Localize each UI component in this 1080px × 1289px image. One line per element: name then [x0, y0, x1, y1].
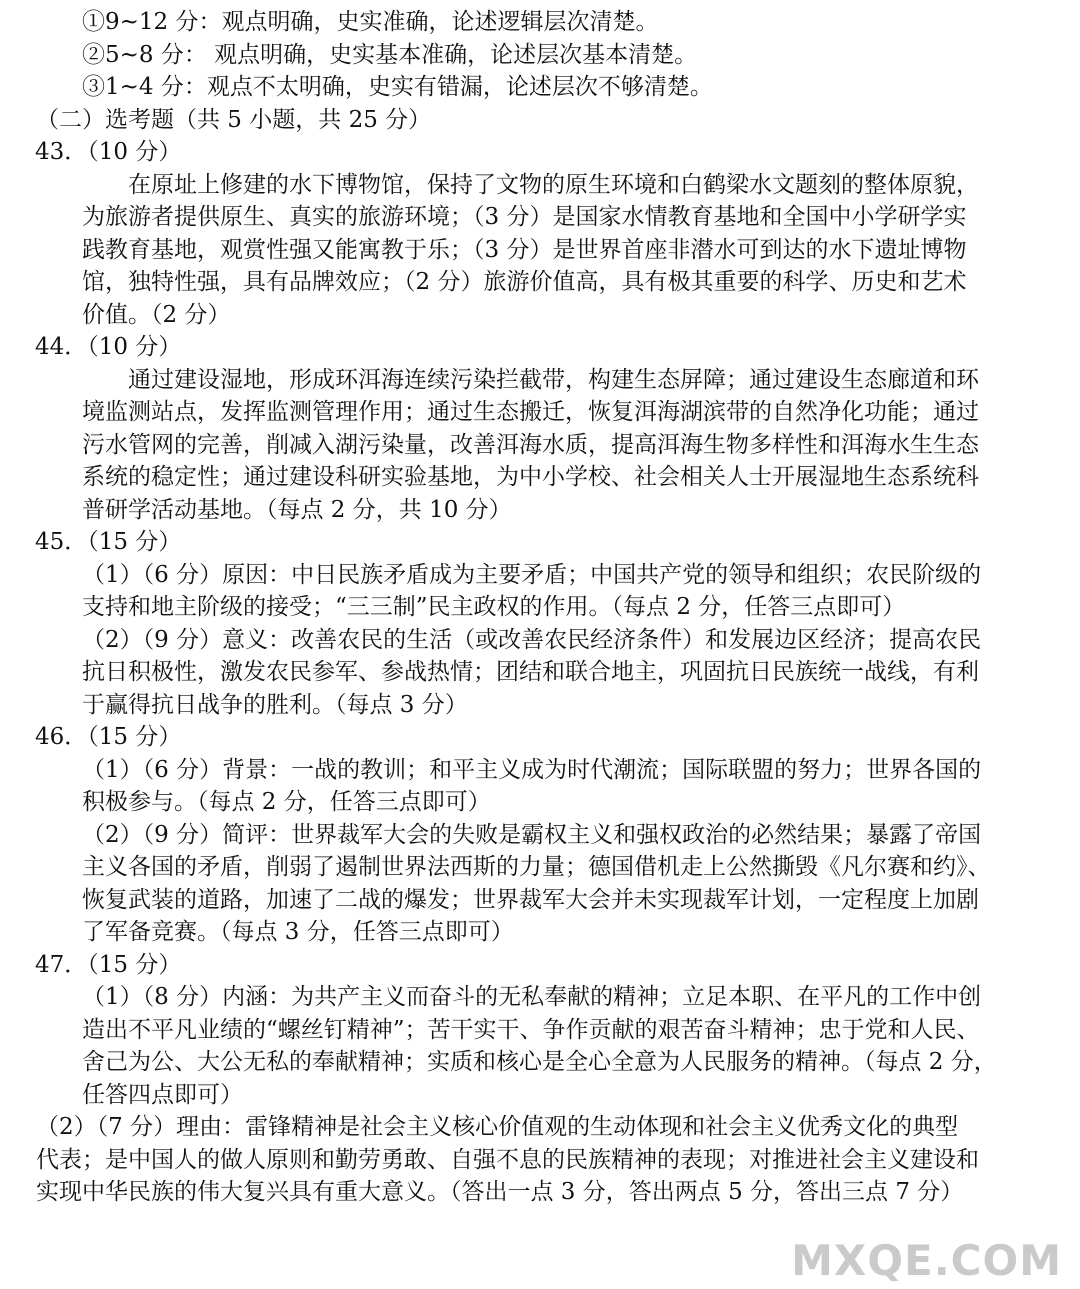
answer-line: 主义各国的矛盾，削弱了遏制世界法西斯的力量；德国借机走上公然撕毁《凡尔赛和约》、 — [82, 854, 991, 880]
answer-line: 馆，独特性强，具有品牌效应；（2 分）旅游价值高，具有极其重要的科学、历史和艺术 — [82, 269, 967, 295]
criteria-line-3: ③1~4 分：观点不太明确，史实有错漏，论述层次不够清楚。 — [82, 74, 713, 100]
question-header: 45．（15 分） — [35, 529, 182, 555]
answer-line: 系统的稳定性；通过建设科研实验基地，为中小学校、社会相关人士开展湿地生态系统科 — [82, 464, 979, 490]
answer-line: 恢复武装的道路，加速了二战的爆发；世界裁军大会并未实现裁军计划，一定程度上加剧 — [82, 886, 979, 913]
answer-line: （1）（6 分）背景：一战的教训；和平主义成为时代潮流；国际联盟的努力；世界各国的 — [82, 756, 982, 783]
answer-line: 境监测站点，发挥监测管理作用；通过生态搬迁，恢复洱海湖滨带的自然净化功能；通过 — [82, 399, 979, 425]
answer-line: 了军备竞赛。（每点 3 分，任答三点即可） — [82, 919, 514, 945]
question-header: 47．（15 分） — [35, 951, 182, 978]
answer-line: 通过建设湿地，形成环洱海连续污染拦截带，构建生态屏障；通过建设生态廊道和环 — [128, 366, 979, 393]
answer-line: 造出不平凡业绩的“螺丝钉精神”；苦干实干、争作贡献的艰苦奋斗精神；忠于党和人民、 — [82, 1016, 980, 1043]
question-44 — [0, 331, 1080, 526]
answer-line: 舍己为公、大公无私的奉献精神；实质和核心是全心全意为人民服务的精神。（每点 2 分， — [82, 1049, 997, 1075]
answer-line: 价值。（2 分） — [82, 301, 231, 328]
answer-line: 于赢得抗日战争的胜利。（每点 3 分） — [82, 691, 468, 718]
answer-line: 任答四点即可） — [82, 1081, 243, 1108]
answer-line: （1）（6 分）原因：中日民族矛盾成为主要矛盾；中国共产党的领导和组织；农民阶级的 — [82, 561, 982, 588]
question-header: 46．（15 分） — [35, 724, 182, 750]
answer-line: 践教育基地，观赏性强又能寓教于乐；（3 分）是世界首座非潜水可到达的水下遗址博物 — [82, 236, 967, 263]
section-title: （二）选考题（共 5 小题，共 25 分） — [36, 106, 432, 133]
question-45 — [0, 526, 1080, 721]
question-47 — [0, 949, 1080, 1209]
criteria-line-2: ②5~8 分： 观点明确，史实基本准确，论述层次基本清楚。 — [82, 41, 698, 68]
answer-line: 抗日积极性，激发农民参军、参战热情；团结和联合地主，巩固抗日民族统一战线，有利 — [82, 659, 979, 685]
answer-line: 为旅游者提供原生、真实的旅游环境；（3 分）是国家水情教育基地和全国中小学研学实 — [82, 204, 967, 230]
answer-line: （2）（9 分）简评：世界裁军大会的失败是霸权主义和强权政治的必然结果；暴露了帝国 — [82, 821, 982, 848]
answer-line: 实现中华民族的伟大复兴具有重大意义。（答出一点 3 分，答出两点 5 分，答出三点 7 分） — [36, 1179, 964, 1205]
answer-sheet — [0, 6, 1080, 1209]
answer-line: （2）（9 分）意义：改善农民的生活（或改善农民经济条件）和发展边区经济；提高农民 — [82, 626, 982, 653]
question-43 — [0, 136, 1080, 331]
answer-line: 普研学活动基地。（每点 2 分，共 10 分） — [82, 496, 512, 523]
answer-line: 支持和地主阶级的接受；“三三制”民主政权的作用。（每点 2 分，任答三点即可） — [82, 594, 906, 620]
criteria-line-1: ①9~12 分：观点明确，史实准确，论述逻辑层次清楚。 — [82, 9, 659, 35]
answer-line: 污水管网的完善，削减入湖污染量，改善洱海水质，提高洱海生物多样性和洱海水生生态 — [82, 431, 979, 458]
question-46 — [0, 721, 1080, 949]
question-header: 44．（10 分） — [35, 334, 182, 360]
answer-line: （1）（8 分）内涵：为共产主义而奋斗的无私奉献的精神；立足本职、在平凡的工作中创 — [82, 984, 982, 1010]
answer-line: 积极参与。（每点 2 分，任答三点即可） — [82, 789, 491, 815]
answer-line: （2）（7 分）理由：雷锋精神是社会主义核心价值观的生动体现和社会主义优秀文化的典型 — [36, 1114, 959, 1140]
site-watermark: MXQE.COM — [791, 1235, 1062, 1285]
answer-line: 代表；是中国人的做人原则和勤劳勇敢、自强不息的民族精神的表现；对推进社会主义建设和 — [36, 1146, 979, 1173]
question-header: 43．（10 分） — [35, 139, 182, 165]
answer-line: 在原址上修建的水下博物馆，保持了文物的原生环境和白鹤梁水文题刻的整体原貌， — [128, 171, 979, 198]
